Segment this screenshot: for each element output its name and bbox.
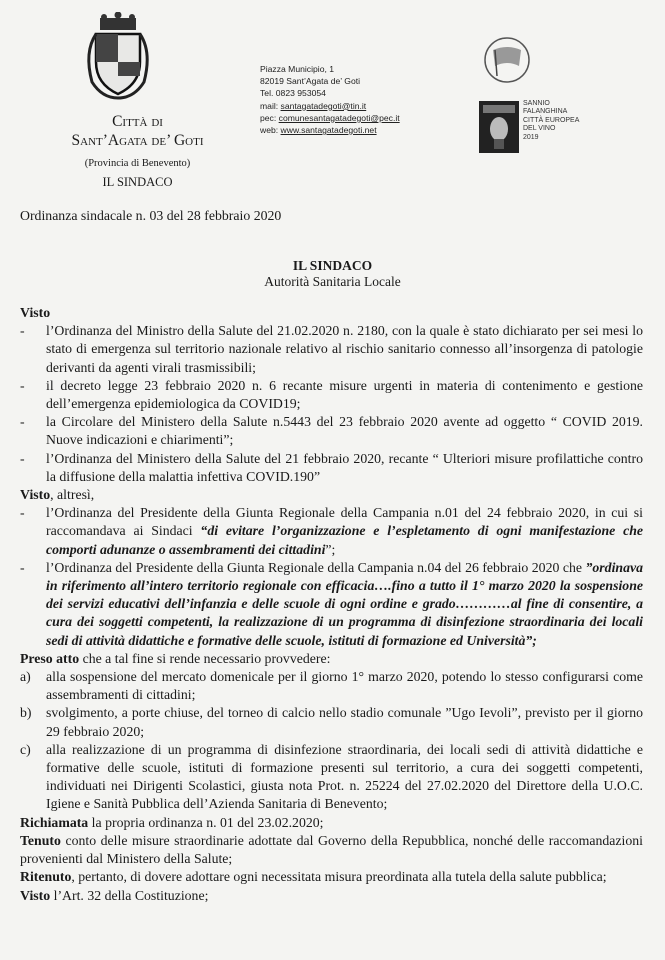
wine-caption-line: FALANGHINA: [523, 108, 568, 116]
visto-altresi-label: Visto: [20, 487, 51, 503]
document-subtitle: Autorità Sanitaria Locale: [264, 274, 401, 289]
list-item: - l’Ordinanza del Ministro della Salute del 21.02.2020 n. 2180, con la quale è stato dichiarato per sei mesi lo stato di emergenza sul territorio nazionale relativo al rischio sanitario connesso all’insorgenza di patologie derivanti da agenti virali trasmissibili;: [20, 322, 643, 377]
province: (Provincia di Benevento): [84, 158, 191, 169]
item-end-text: ”;: [325, 541, 336, 557]
richiamata-text: la propria ordinanza n. 01 del 23.02.2020;: [88, 814, 324, 830]
list-marker: c): [20, 741, 31, 757]
item-plain-text: l’Ordinanza del Presidente della Giunta Regionale della Campania n.01 del 24 febbraio 2020, in cui si raccomandava ai Sindaci: [46, 505, 643, 539]
mail-link[interactable]: santagatadegoti@tin.it: [280, 100, 367, 111]
tenuto-label: Tenuto: [20, 832, 61, 848]
web-label: web:: [260, 125, 281, 136]
ritenuto-label: Ritenuto: [20, 869, 72, 885]
mail-label: mail:: [260, 100, 281, 111]
list-item: - la Circolare del Ministero della Salute n.5443 del 23 febbraio 2020 avente ad oggetto “ COVID 2019. Nuove indicazioni e chiarimenti”;: [20, 413, 643, 449]
list-item-text: l’Ordinanza del Ministero della Salute del 21 febbraio 2020, recante “ Ulteriori misure profilattiche contro la diffusione della malattia infettiva COVID.190”: [46, 450, 643, 484]
preso-atto-label: Preso atto: [20, 650, 80, 666]
list-item-text: la Circolare del Ministero della Salute n.5443 del 23 febbraio 2020 avente ad oggetto “ COVID 2019. Nuove indicazioni e chiarimenti”;: [46, 414, 643, 448]
list-item-text: il decreto legge 23 febbraio 2020 n. 6 recante misure urgenti in materia di contenimento e gestione dell’emergenza epidemiologica da COVID19;: [46, 377, 643, 412]
web-link[interactable]: www.santagatadegoti.net: [280, 125, 377, 136]
list-item: [20, 741, 643, 814]
address-line1: Piazza Municipio, 1: [260, 64, 335, 74]
list-item-text: alla realizzazione di un programma di disinfezione straordinaria, dei locali sedi di attività didattiche e formative delle scuole, istituti di formazione presenti sul territorio, a cura dei soggetti competenti, individuati nei Dirigenti Scolastici, giusta nota Prot. n. 25224 del 27.02.2020 del Direttore della U.O.C. Igiene e Sanità Pubblica dell’Azienda Sanitaria di Benevento;: [46, 741, 643, 812]
item-quote-text: “di evitare l’organizzazione e l’espletamento di ogni manifestazione che comporti adunanze o assembramenti dei cittadini: [46, 523, 644, 557]
european-wine-city-logo: [479, 101, 519, 153]
list-item: - l’Ordinanza del Presidente della Giunta Regionale della Campania n.04 del 26 febbraio 2020 che ”ordinava in riferimento all’intero territorio regionale con efficacia….fino a tutto il 1° marzo 2020 la sospensione dei servizi educativi dell’infanzia e delle scuole di ogni ordine e grado…………al fine di consentire, a cura dei soggetti competenti, la realizzazione di un programma di disinfezione straordinaria dei locali sedi di attività didattiche e formative delle scuole, istituti di formazione ed Università”;: [20, 559, 643, 648]
city-name: [50, 112, 225, 150]
wine-caption-line: SANNIO: [523, 100, 550, 107]
list-marker: b): [20, 705, 32, 721]
wine-city-caption: [523, 100, 579, 142]
wine-caption-line: DEL VINO: [523, 125, 556, 133]
office-heading: IL SINDACO: [102, 175, 173, 189]
list-item: [20, 668, 643, 704]
pec-label: pec:: [260, 112, 279, 123]
richiamata-label: Richiamata: [20, 814, 89, 830]
list-item-text: svolgimento, a porte chiuse, del torneo di calcio nello stadio comunale ”Ugo Ievoli”, previsto per il giorno 29 febbraio 2020;: [46, 705, 643, 739]
bandiera-arancione-logo: [483, 36, 531, 84]
document-title: IL SINDACO: [292, 258, 373, 273]
list-marker: a): [20, 669, 31, 685]
pec-link[interactable]: comunesantagatadegoti@pec.it: [278, 112, 400, 123]
visto-costituzione-label: Visto: [20, 887, 51, 903]
list-item: [20, 704, 643, 740]
visto-altresi-rest: , altresì,: [50, 487, 95, 503]
wine-caption-line: 2019: [523, 133, 539, 141]
city-name-line1: Città di: [112, 113, 163, 130]
list-item-text: l’Ordinanza del Ministro della Salute del 21.02.2020 n. 2180, con la quale è stato dichiarato per sei mesi lo stato di emergenza sul territorio nazionale relativo al rischio sanitario connesso all’insorgenza di patologie derivanti da agenti virali trasmissibili;: [46, 323, 643, 375]
city-crest-logo: [78, 12, 158, 102]
tenuto-text: conto delle misure straordinarie adottate dal Governo della Repubblica, nonché delle raccomandazioni provenienti dal Ministero della Salute;: [20, 832, 643, 867]
wine-caption-line: CITTÀ EUROPEA: [523, 116, 580, 124]
document-body: [20, 304, 643, 905]
item-quote-text: ”ordinava in riferimento all’intero territorio regionale con efficacia….fino a tutto il 1° marzo 2020 la sospensione dei servizi educativi dell’infanzia e delle scuole di ogni ordine e grado…………al fine di consentire, a cura dei soggetti competenti, la realizzazione di un programma di disinfezione straordinaria dei locali sedi di attività didattiche e formative delle scuole, istituti di formazione ed Università”;: [46, 559, 643, 648]
list-item: - il decreto legge 23 febbraio 2020 n. 6 recante misure urgenti in materia di contenimento e gestione dell’emergenza epidemiologica da COVID19;: [20, 377, 643, 413]
phone: Tel. 0823 953054: [260, 88, 326, 99]
visto-label: Visto: [20, 305, 51, 320]
visto-costituzione-text: l’Art. 32 della Costituzione;: [50, 887, 209, 903]
city-name-line2: Sant’Agata de’ Goti: [71, 132, 204, 149]
item-plain-text: l’Ordinanza del Presidente della Giunta Regionale della Campania n.04 del 26 febbraio 2020 che: [46, 559, 586, 575]
ordinance-reference: Ordinanza sindacale n. 03 del 28 febbraio 2020: [20, 208, 282, 223]
list-item: - l’Ordinanza del Presidente della Giunta Regionale della Campania n.01 del 24 febbraio 2020, in cui si raccomandava ai Sindaci “di evitare l’organizzazione e l’espletamento di ogni manifestazione che comporti adunanze o assembramenti dei cittadini”;: [20, 505, 644, 557]
address-line2: 82019 Sant’Agata de’ Goti: [260, 76, 361, 87]
ritenuto-text: , pertanto, di dovere adottare ogni necessitata misura preordinata alla tutela della salute pubblica;: [71, 869, 607, 885]
list-item: - l’Ordinanza del Ministero della Salute del 21 febbraio 2020, recante “ Ulteriori misure profilattiche contro la diffusione della malattia infettiva COVID.190”: [20, 450, 643, 486]
contact-block: [260, 63, 400, 136]
preso-atto-text: che a tal fine si rende necessario provvedere:: [79, 650, 331, 666]
list-item-text: alla sospensione del mercato domenicale per il giorno 1° marzo 2020, potendo lo stesso configurarsi come assembramenti di cittadini;: [46, 669, 643, 703]
